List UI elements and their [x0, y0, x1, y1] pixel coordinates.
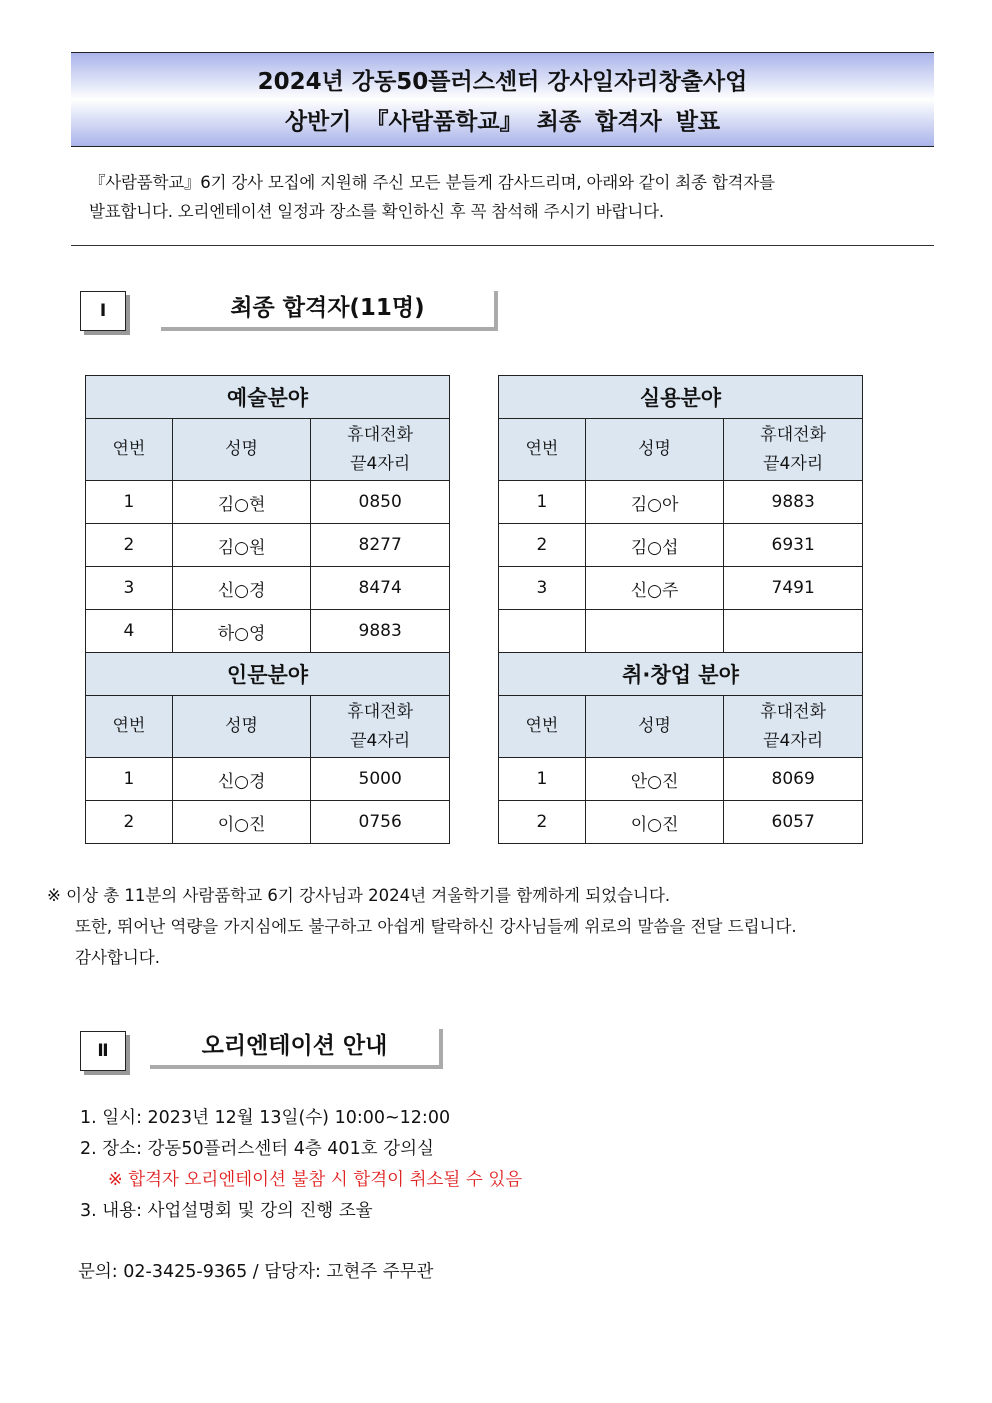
header-name: 성명 [172, 419, 311, 481]
header-no: 연번 [499, 419, 586, 481]
row-no: 1 [499, 481, 586, 524]
row-phone: 6931 [724, 524, 863, 567]
title-banner [71, 52, 934, 147]
table-row [86, 481, 450, 524]
right-results-table [498, 375, 863, 844]
intro-line-2: 발표합니다. 오리엔테이션 일정과 장소를 확인하신 후 꼭 참석해 주시기 바랍니다. [89, 202, 664, 221]
table-row [499, 567, 863, 610]
row-name: 김○섭 [585, 524, 724, 567]
table-row [86, 610, 450, 653]
table-row [86, 524, 450, 567]
orientation-content: 3. 내용: 사업설명회 및 강의 진행 조율 [80, 1201, 373, 1221]
orientation-place: 2. 장소: 강동50플러스센터 4층 401호 강의실 [80, 1139, 434, 1159]
category-art: 예술분야 [86, 376, 450, 419]
row-no: 2 [499, 524, 586, 567]
table-row [86, 567, 450, 610]
header-phone: 휴대전화 끝4자리 [724, 419, 863, 481]
row-no: 2 [86, 801, 173, 844]
header-phone: 휴대전화 끝4자리 [724, 696, 863, 758]
table-row-empty [499, 610, 863, 653]
header-no: 연번 [86, 419, 173, 481]
row-name: 하○영 [172, 610, 311, 653]
row-no: 3 [499, 567, 586, 610]
row-phone: 0756 [311, 801, 450, 844]
closing-note [47, 880, 942, 973]
row-no: 1 [86, 758, 173, 801]
row-name: 김○아 [585, 481, 724, 524]
row-no: 1 [86, 481, 173, 524]
table-row [499, 758, 863, 801]
section-1-title: 최종 합격자(11명) [161, 291, 498, 331]
title-line-1: 2024년 강동50플러스센터 강사일자리창출사업 [257, 69, 748, 95]
header-phone: 휴대전화 끝4자리 [311, 696, 450, 758]
row-no: 4 [86, 610, 173, 653]
section-2-title: 오리엔테이션 안내 [150, 1029, 443, 1069]
row-name: 이○진 [172, 801, 311, 844]
orientation-details [80, 1103, 522, 1227]
header-name: 성명 [585, 696, 724, 758]
contact-info: 문의: 02-3425-9365 / 담당자: 고현주 주무관 [78, 1262, 434, 1282]
orientation-date: 1. 일시: 2023년 12월 13일(수) 10:00~12:00 [80, 1108, 451, 1128]
table-row [499, 801, 863, 844]
row-name: 안○진 [585, 758, 724, 801]
header-name: 성명 [585, 419, 724, 481]
row-name: 신○경 [172, 567, 311, 610]
row-phone: 0850 [311, 481, 450, 524]
row-name: 이○진 [585, 801, 724, 844]
table-row [499, 481, 863, 524]
row-no: 1 [499, 758, 586, 801]
orientation-warning: ※ 합격자 오리엔테이션 불참 시 합격이 취소될 수 있음 [108, 1170, 523, 1190]
category-practical: 실용분야 [499, 376, 863, 419]
table-row [86, 801, 450, 844]
note-line-1: ※ 이상 총 11분의 사람품학교 6기 강사님과 2024년 겨울학기를 함께하게 되었습니다. [47, 886, 671, 905]
row-no: 2 [86, 524, 173, 567]
row-name: 신○경 [172, 758, 311, 801]
header-name: 성명 [172, 696, 311, 758]
row-name: 김○원 [172, 524, 311, 567]
header-no: 연번 [86, 696, 173, 758]
row-phone: 8069 [724, 758, 863, 801]
note-line-2: 또한, 뛰어난 역량을 가지심에도 불구하고 아쉽게 탈락하신 강사님들께 위로의 말씀을 전달 드립니다. [75, 917, 797, 936]
section-2-number: Ⅱ [80, 1031, 126, 1071]
table-row [86, 758, 450, 801]
row-name: 김○현 [172, 481, 311, 524]
intro-paragraph [89, 168, 919, 226]
header-phone: 휴대전화 끝4자리 [311, 419, 450, 481]
row-phone: 9883 [311, 610, 450, 653]
title-line-2: 상반기 『사람품학교』 최종 합격자 발표 [284, 109, 721, 135]
header-no: 연번 [499, 696, 586, 758]
row-name: 신○주 [585, 567, 724, 610]
note-line-3: 감사합니다. [75, 948, 160, 967]
row-phone: 8277 [311, 524, 450, 567]
row-phone: 6057 [724, 801, 863, 844]
row-phone: 9883 [724, 481, 863, 524]
row-phone: 5000 [311, 758, 450, 801]
table-row [499, 524, 863, 567]
row-no: 2 [499, 801, 586, 844]
divider [71, 245, 934, 246]
category-humanities: 인문분야 [86, 653, 450, 696]
row-no: 3 [86, 567, 173, 610]
row-phone: 8474 [311, 567, 450, 610]
intro-line-1: 『사람품학교』6기 강사 모집에 지원해 주신 모든 분들게 감사드리며, 아래와 같이 최종 합격자를 [89, 173, 775, 192]
section-1-number: Ⅰ [80, 291, 126, 331]
category-career: 취·창업 분야 [499, 653, 863, 696]
row-phone: 7491 [724, 567, 863, 610]
left-results-table [85, 375, 450, 844]
